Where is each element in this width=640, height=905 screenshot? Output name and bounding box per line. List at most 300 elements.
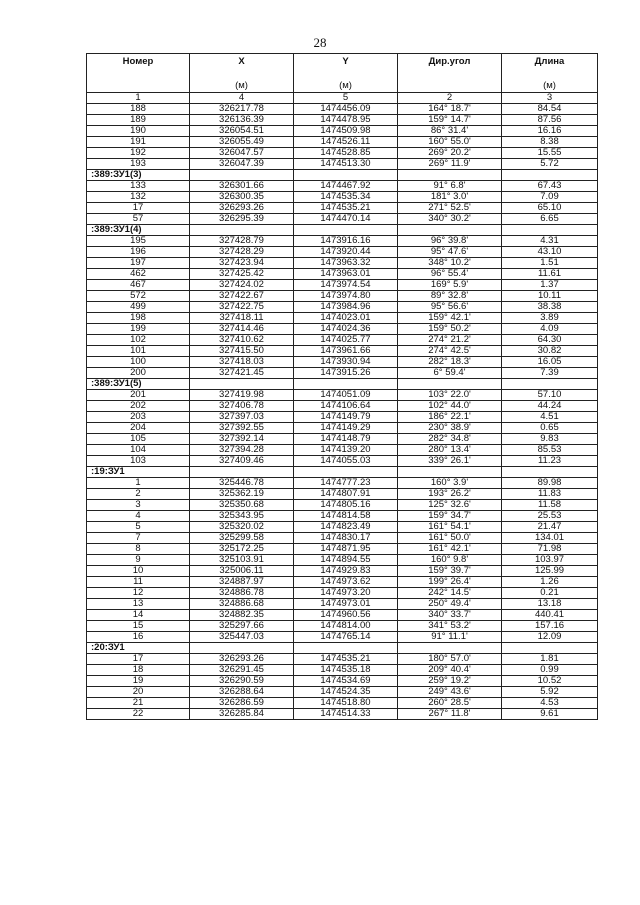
direction-angle-cell: 160° 3.9' xyxy=(398,478,502,489)
length-cell: 13.18 xyxy=(502,599,598,610)
length-cell: 85.53 xyxy=(502,445,598,456)
direction-angle-cell: 269° 20.2' xyxy=(398,148,502,159)
point-number-cell: 57 xyxy=(87,214,190,225)
direction-angle-cell: 95° 47.6' xyxy=(398,247,502,258)
x-coordinate-cell: 326047.39 xyxy=(190,159,294,170)
table-row xyxy=(87,126,598,137)
direction-angle-cell: 95° 56.6' xyxy=(398,302,502,313)
table-row xyxy=(87,203,598,214)
x-coordinate-cell: 327397.03 xyxy=(190,412,294,423)
point-number-cell: 19 xyxy=(87,676,190,687)
header-x xyxy=(190,54,294,93)
y-coordinate-cell: 1474478.95 xyxy=(294,115,398,126)
point-number-cell: 8 xyxy=(87,544,190,555)
table-row xyxy=(87,346,598,357)
point-number-cell: 462 xyxy=(87,269,190,280)
table-row xyxy=(87,104,598,115)
table-row xyxy=(87,544,598,555)
x-coordinate-cell: 324886.78 xyxy=(190,588,294,599)
header-label: Номер xyxy=(122,56,154,67)
column-number: 5 xyxy=(294,93,398,104)
x-coordinate-cell: 327415.50 xyxy=(190,346,294,357)
empty-cell xyxy=(294,170,398,181)
table-row xyxy=(87,181,598,192)
empty-cell xyxy=(190,643,294,654)
section-row xyxy=(87,225,598,236)
x-coordinate-cell: 326300.35 xyxy=(190,192,294,203)
y-coordinate-cell: 1474055.03 xyxy=(294,456,398,467)
y-coordinate-cell: 1473974.54 xyxy=(294,280,398,291)
table-row xyxy=(87,137,598,148)
y-coordinate-cell: 1473963.32 xyxy=(294,258,398,269)
table-row xyxy=(87,115,598,126)
y-coordinate-cell: 1474973.20 xyxy=(294,588,398,599)
length-cell: 0.65 xyxy=(502,423,598,434)
y-coordinate-cell: 1474025.77 xyxy=(294,335,398,346)
empty-cell xyxy=(294,467,398,478)
point-number-cell: 202 xyxy=(87,401,190,412)
length-cell: 87.56 xyxy=(502,115,598,126)
table-row xyxy=(87,500,598,511)
empty-cell xyxy=(190,170,294,181)
x-coordinate-cell: 326217.78 xyxy=(190,104,294,115)
length-cell: 10.11 xyxy=(502,291,598,302)
direction-angle-cell: 103° 22.0' xyxy=(398,390,502,401)
table-header-row xyxy=(87,54,598,93)
direction-angle-cell: 242° 14.5' xyxy=(398,588,502,599)
direction-angle-cell: 125° 32.6' xyxy=(398,500,502,511)
header-unit xyxy=(400,68,499,80)
length-cell: 44.24 xyxy=(502,401,598,412)
x-coordinate-cell: 326288.64 xyxy=(190,687,294,698)
x-coordinate-cell: 326293.26 xyxy=(190,654,294,665)
section-row xyxy=(87,379,598,390)
direction-angle-cell: 159° 42.1' xyxy=(398,313,502,324)
header-unit xyxy=(89,68,187,80)
y-coordinate-cell: 1474830.17 xyxy=(294,533,398,544)
x-coordinate-cell: 325172.25 xyxy=(190,544,294,555)
table-row xyxy=(87,247,598,258)
length-cell: 0.21 xyxy=(502,588,598,599)
empty-cell xyxy=(502,467,598,478)
point-number-cell: 191 xyxy=(87,137,190,148)
length-cell: 1.81 xyxy=(502,654,598,665)
length-cell: 30.82 xyxy=(502,346,598,357)
table-row xyxy=(87,401,598,412)
y-coordinate-cell: 1473974.80 xyxy=(294,291,398,302)
length-cell: 4.09 xyxy=(502,324,598,335)
y-coordinate-cell: 1473916.16 xyxy=(294,236,398,247)
table-row xyxy=(87,687,598,698)
point-number-cell: 17 xyxy=(87,203,190,214)
point-number-cell: 15 xyxy=(87,621,190,632)
table-row xyxy=(87,632,598,643)
column-number-row xyxy=(87,93,598,104)
direction-angle-cell: 89° 32.8' xyxy=(398,291,502,302)
y-coordinate-cell: 1474535.21 xyxy=(294,654,398,665)
coordinates-table xyxy=(86,53,598,720)
length-cell: 1.26 xyxy=(502,577,598,588)
direction-angle-cell: 159° 50.2' xyxy=(398,324,502,335)
direction-angle-cell: 199° 26.4' xyxy=(398,577,502,588)
point-number-cell: 572 xyxy=(87,291,190,302)
header-label: X xyxy=(238,56,245,67)
point-number-cell: 499 xyxy=(87,302,190,313)
point-number-cell: 203 xyxy=(87,412,190,423)
y-coordinate-cell: 1473963.01 xyxy=(294,269,398,280)
x-coordinate-cell: 327428.29 xyxy=(190,247,294,258)
point-number-cell: 105 xyxy=(87,434,190,445)
point-number-cell: 20 xyxy=(87,687,190,698)
x-coordinate-cell: 324887.97 xyxy=(190,577,294,588)
length-cell: 43.10 xyxy=(502,247,598,258)
empty-cell xyxy=(502,379,598,390)
x-coordinate-cell: 324882.35 xyxy=(190,610,294,621)
empty-cell xyxy=(294,225,398,236)
point-number-cell: 1 xyxy=(87,478,190,489)
table-row xyxy=(87,709,598,720)
table-row xyxy=(87,148,598,159)
x-coordinate-cell: 327392.55 xyxy=(190,423,294,434)
table-row xyxy=(87,577,598,588)
point-number-cell: 4 xyxy=(87,511,190,522)
length-cell: 7.39 xyxy=(502,368,598,379)
x-coordinate-cell: 327428.79 xyxy=(190,236,294,247)
y-coordinate-cell: 1474814.58 xyxy=(294,511,398,522)
header-length xyxy=(502,54,598,93)
section-row xyxy=(87,643,598,654)
length-cell: 1.37 xyxy=(502,280,598,291)
direction-angle-cell: 161° 54.1' xyxy=(398,522,502,533)
direction-angle-cell: 159° 39.7' xyxy=(398,566,502,577)
x-coordinate-cell: 325343.95 xyxy=(190,511,294,522)
x-coordinate-cell: 326291.45 xyxy=(190,665,294,676)
direction-angle-cell: 180° 57.0' xyxy=(398,654,502,665)
y-coordinate-cell: 1474973.01 xyxy=(294,599,398,610)
y-coordinate-cell: 1474535.21 xyxy=(294,203,398,214)
empty-cell xyxy=(398,643,502,654)
section-name: :389:ЗУ1(5) xyxy=(87,379,190,390)
table-row xyxy=(87,599,598,610)
point-number-cell: 21 xyxy=(87,698,190,709)
table-row xyxy=(87,610,598,621)
direction-angle-cell: 96° 39.8' xyxy=(398,236,502,247)
point-number-cell: 14 xyxy=(87,610,190,621)
point-number-cell: 12 xyxy=(87,588,190,599)
empty-cell xyxy=(502,170,598,181)
point-number-cell: 197 xyxy=(87,258,190,269)
direction-angle-cell: 6° 59.4' xyxy=(398,368,502,379)
length-cell: 125.99 xyxy=(502,566,598,577)
direction-angle-cell: 260° 28.5' xyxy=(398,698,502,709)
section-name: :19:ЗУ1 xyxy=(87,467,190,478)
direction-angle-cell: 160° 55.0' xyxy=(398,137,502,148)
header-direction-angle xyxy=(398,54,502,93)
length-cell: 12.09 xyxy=(502,632,598,643)
table-row xyxy=(87,258,598,269)
length-cell: 25.53 xyxy=(502,511,598,522)
point-number-cell: 11 xyxy=(87,577,190,588)
direction-angle-cell: 96° 55.4' xyxy=(398,269,502,280)
table-row xyxy=(87,368,598,379)
length-cell: 4.53 xyxy=(502,698,598,709)
length-cell: 89.98 xyxy=(502,478,598,489)
length-cell: 0.99 xyxy=(502,665,598,676)
table-row xyxy=(87,302,598,313)
point-number-cell: 104 xyxy=(87,445,190,456)
point-number-cell: 2 xyxy=(87,489,190,500)
y-coordinate-cell: 1474514.33 xyxy=(294,709,398,720)
length-cell: 11.23 xyxy=(502,456,598,467)
point-number-cell: 200 xyxy=(87,368,190,379)
direction-angle-cell: 267° 11.8' xyxy=(398,709,502,720)
direction-angle-cell: 274° 42.5' xyxy=(398,346,502,357)
x-coordinate-cell: 326285.84 xyxy=(190,709,294,720)
table-row xyxy=(87,434,598,445)
length-cell: 71.98 xyxy=(502,544,598,555)
direction-angle-cell: 259° 19.2' xyxy=(398,676,502,687)
direction-angle-cell: 339° 26.1' xyxy=(398,456,502,467)
direction-angle-cell: 209° 40.4' xyxy=(398,665,502,676)
direction-angle-cell: 280° 13.4' xyxy=(398,445,502,456)
x-coordinate-cell: 325362.19 xyxy=(190,489,294,500)
length-cell: 5.92 xyxy=(502,687,598,698)
empty-cell xyxy=(294,379,398,390)
direction-angle-cell: 164° 18.7' xyxy=(398,104,502,115)
x-coordinate-cell: 325350.68 xyxy=(190,500,294,511)
length-cell: 4.31 xyxy=(502,236,598,247)
point-number-cell: 5 xyxy=(87,522,190,533)
x-coordinate-cell: 327409.46 xyxy=(190,456,294,467)
y-coordinate-cell: 1474524.35 xyxy=(294,687,398,698)
empty-cell xyxy=(398,225,502,236)
x-coordinate-cell: 327423.94 xyxy=(190,258,294,269)
y-coordinate-cell: 1474535.18 xyxy=(294,665,398,676)
point-number-cell: 189 xyxy=(87,115,190,126)
y-coordinate-cell: 1474777.23 xyxy=(294,478,398,489)
point-number-cell: 204 xyxy=(87,423,190,434)
length-cell: 16.16 xyxy=(502,126,598,137)
header-label: Y xyxy=(342,56,349,67)
length-cell: 67.43 xyxy=(502,181,598,192)
table-row xyxy=(87,412,598,423)
header-y xyxy=(294,54,398,93)
direction-angle-cell: 250° 49.4' xyxy=(398,599,502,610)
direction-angle-cell: 91° 6.8' xyxy=(398,181,502,192)
x-coordinate-cell: 327421.45 xyxy=(190,368,294,379)
x-coordinate-cell: 326301.66 xyxy=(190,181,294,192)
table-row xyxy=(87,489,598,500)
length-cell: 103.97 xyxy=(502,555,598,566)
length-cell: 134.01 xyxy=(502,533,598,544)
point-number-cell: 101 xyxy=(87,346,190,357)
header-label: Длина xyxy=(534,56,565,67)
table-row xyxy=(87,555,598,566)
length-cell: 16.05 xyxy=(502,357,598,368)
table-row xyxy=(87,390,598,401)
empty-cell xyxy=(294,643,398,654)
length-cell: 65.10 xyxy=(502,203,598,214)
table-row xyxy=(87,676,598,687)
table-row xyxy=(87,269,598,280)
table-row xyxy=(87,511,598,522)
x-coordinate-cell: 325103.91 xyxy=(190,555,294,566)
point-number-cell: 18 xyxy=(87,665,190,676)
section-name: :20:ЗУ1 xyxy=(87,643,190,654)
y-coordinate-cell: 1474518.80 xyxy=(294,698,398,709)
direction-angle-cell: 169° 5.9' xyxy=(398,280,502,291)
y-coordinate-cell: 1474960.56 xyxy=(294,610,398,621)
table-row xyxy=(87,236,598,247)
x-coordinate-cell: 325447.03 xyxy=(190,632,294,643)
y-coordinate-cell: 1474805.16 xyxy=(294,500,398,511)
table-row xyxy=(87,522,598,533)
point-number-cell: 190 xyxy=(87,126,190,137)
point-number-cell: 102 xyxy=(87,335,190,346)
y-coordinate-cell: 1473930.94 xyxy=(294,357,398,368)
x-coordinate-cell: 327410.62 xyxy=(190,335,294,346)
x-coordinate-cell: 327424.02 xyxy=(190,280,294,291)
point-number-cell: 10 xyxy=(87,566,190,577)
empty-cell xyxy=(502,643,598,654)
x-coordinate-cell: 325320.02 xyxy=(190,522,294,533)
y-coordinate-cell: 1474149.29 xyxy=(294,423,398,434)
y-coordinate-cell: 1474106.64 xyxy=(294,401,398,412)
header-label: Дир.угол xyxy=(428,56,471,67)
x-coordinate-cell: 326286.59 xyxy=(190,698,294,709)
point-number-cell: 192 xyxy=(87,148,190,159)
table-row xyxy=(87,291,598,302)
point-number-cell: 17 xyxy=(87,654,190,665)
empty-cell xyxy=(190,467,294,478)
header-unit: (м) xyxy=(339,80,352,91)
direction-angle-cell: 282° 34.8' xyxy=(398,434,502,445)
x-coordinate-cell: 326293.26 xyxy=(190,203,294,214)
direction-angle-cell: 159° 14.7' xyxy=(398,115,502,126)
x-coordinate-cell: 325446.78 xyxy=(190,478,294,489)
point-number-cell: 103 xyxy=(87,456,190,467)
x-coordinate-cell: 327425.42 xyxy=(190,269,294,280)
direction-angle-cell: 340° 30.2' xyxy=(398,214,502,225)
length-cell: 6.65 xyxy=(502,214,598,225)
x-coordinate-cell: 326054.51 xyxy=(190,126,294,137)
y-coordinate-cell: 1473920.44 xyxy=(294,247,398,258)
x-coordinate-cell: 327422.75 xyxy=(190,302,294,313)
y-coordinate-cell: 1474139.20 xyxy=(294,445,398,456)
x-coordinate-cell: 327418.03 xyxy=(190,357,294,368)
length-cell: 5.72 xyxy=(502,159,598,170)
table-row xyxy=(87,280,598,291)
direction-angle-cell: 161° 42.1' xyxy=(398,544,502,555)
direction-angle-cell: 341° 53.2' xyxy=(398,621,502,632)
x-coordinate-cell: 327419.98 xyxy=(190,390,294,401)
y-coordinate-cell: 1473961.66 xyxy=(294,346,398,357)
y-coordinate-cell: 1474894.55 xyxy=(294,555,398,566)
table-row xyxy=(87,665,598,676)
section-row xyxy=(87,170,598,181)
direction-angle-cell: 159° 34.7' xyxy=(398,511,502,522)
direction-angle-cell: 282° 18.3' xyxy=(398,357,502,368)
table-row xyxy=(87,654,598,665)
point-number-cell: 100 xyxy=(87,357,190,368)
length-cell: 84.54 xyxy=(502,104,598,115)
length-cell: 11.83 xyxy=(502,489,598,500)
y-coordinate-cell: 1474823.49 xyxy=(294,522,398,533)
length-cell: 57.10 xyxy=(502,390,598,401)
empty-cell xyxy=(398,379,502,390)
x-coordinate-cell: 327406.78 xyxy=(190,401,294,412)
x-coordinate-cell: 327392.14 xyxy=(190,434,294,445)
header-unit: (м) xyxy=(543,80,556,91)
length-cell: 9.83 xyxy=(502,434,598,445)
y-coordinate-cell: 1474929.83 xyxy=(294,566,398,577)
x-coordinate-cell: 326295.39 xyxy=(190,214,294,225)
x-coordinate-cell: 327418.11 xyxy=(190,313,294,324)
direction-angle-cell: 249° 43.6' xyxy=(398,687,502,698)
x-coordinate-cell: 324886.68 xyxy=(190,599,294,610)
y-coordinate-cell: 1474023.01 xyxy=(294,313,398,324)
y-coordinate-cell: 1474526.11 xyxy=(294,137,398,148)
length-cell: 64.30 xyxy=(502,335,598,346)
point-number-cell: 22 xyxy=(87,709,190,720)
direction-angle-cell: 161° 50.0' xyxy=(398,533,502,544)
direction-angle-cell: 91° 11.1' xyxy=(398,632,502,643)
x-coordinate-cell: 327422.67 xyxy=(190,291,294,302)
length-cell: 1.51 xyxy=(502,258,598,269)
section-name: :389:ЗУ1(3) xyxy=(87,170,190,181)
length-cell: 440.41 xyxy=(502,610,598,621)
y-coordinate-cell: 1474456.09 xyxy=(294,104,398,115)
length-cell: 157.16 xyxy=(502,621,598,632)
table-row xyxy=(87,214,598,225)
y-coordinate-cell: 1474509.98 xyxy=(294,126,398,137)
direction-angle-cell: 269° 11.9' xyxy=(398,159,502,170)
length-cell: 21.47 xyxy=(502,522,598,533)
column-number: 2 xyxy=(398,93,502,104)
header-number xyxy=(87,54,190,93)
section-row xyxy=(87,467,598,478)
length-cell: 7.09 xyxy=(502,192,598,203)
page-number: 28 xyxy=(313,35,327,50)
length-cell: 15.55 xyxy=(502,148,598,159)
length-cell: 4.51 xyxy=(502,412,598,423)
x-coordinate-cell: 327394.28 xyxy=(190,445,294,456)
point-number-cell: 196 xyxy=(87,247,190,258)
y-coordinate-cell: 1474149.79 xyxy=(294,412,398,423)
point-number-cell: 201 xyxy=(87,390,190,401)
table-row xyxy=(87,566,598,577)
point-number-cell: 9 xyxy=(87,555,190,566)
direction-angle-cell: 274° 21.2' xyxy=(398,335,502,346)
direction-angle-cell: 348° 10.2' xyxy=(398,258,502,269)
length-cell: 3.89 xyxy=(502,313,598,324)
direction-angle-cell: 181° 3.0' xyxy=(398,192,502,203)
y-coordinate-cell: 1474024.36 xyxy=(294,324,398,335)
length-cell: 11.58 xyxy=(502,500,598,511)
point-number-cell: 133 xyxy=(87,181,190,192)
x-coordinate-cell: 327414.46 xyxy=(190,324,294,335)
empty-cell xyxy=(190,379,294,390)
y-coordinate-cell: 1474973.62 xyxy=(294,577,398,588)
table-row xyxy=(87,159,598,170)
direction-angle-cell: 102° 44.0' xyxy=(398,401,502,412)
point-number-cell: 3 xyxy=(87,500,190,511)
point-number-cell: 13 xyxy=(87,599,190,610)
x-coordinate-cell: 325299.58 xyxy=(190,533,294,544)
table-body xyxy=(87,104,598,720)
y-coordinate-cell: 1474528.85 xyxy=(294,148,398,159)
table-row xyxy=(87,456,598,467)
